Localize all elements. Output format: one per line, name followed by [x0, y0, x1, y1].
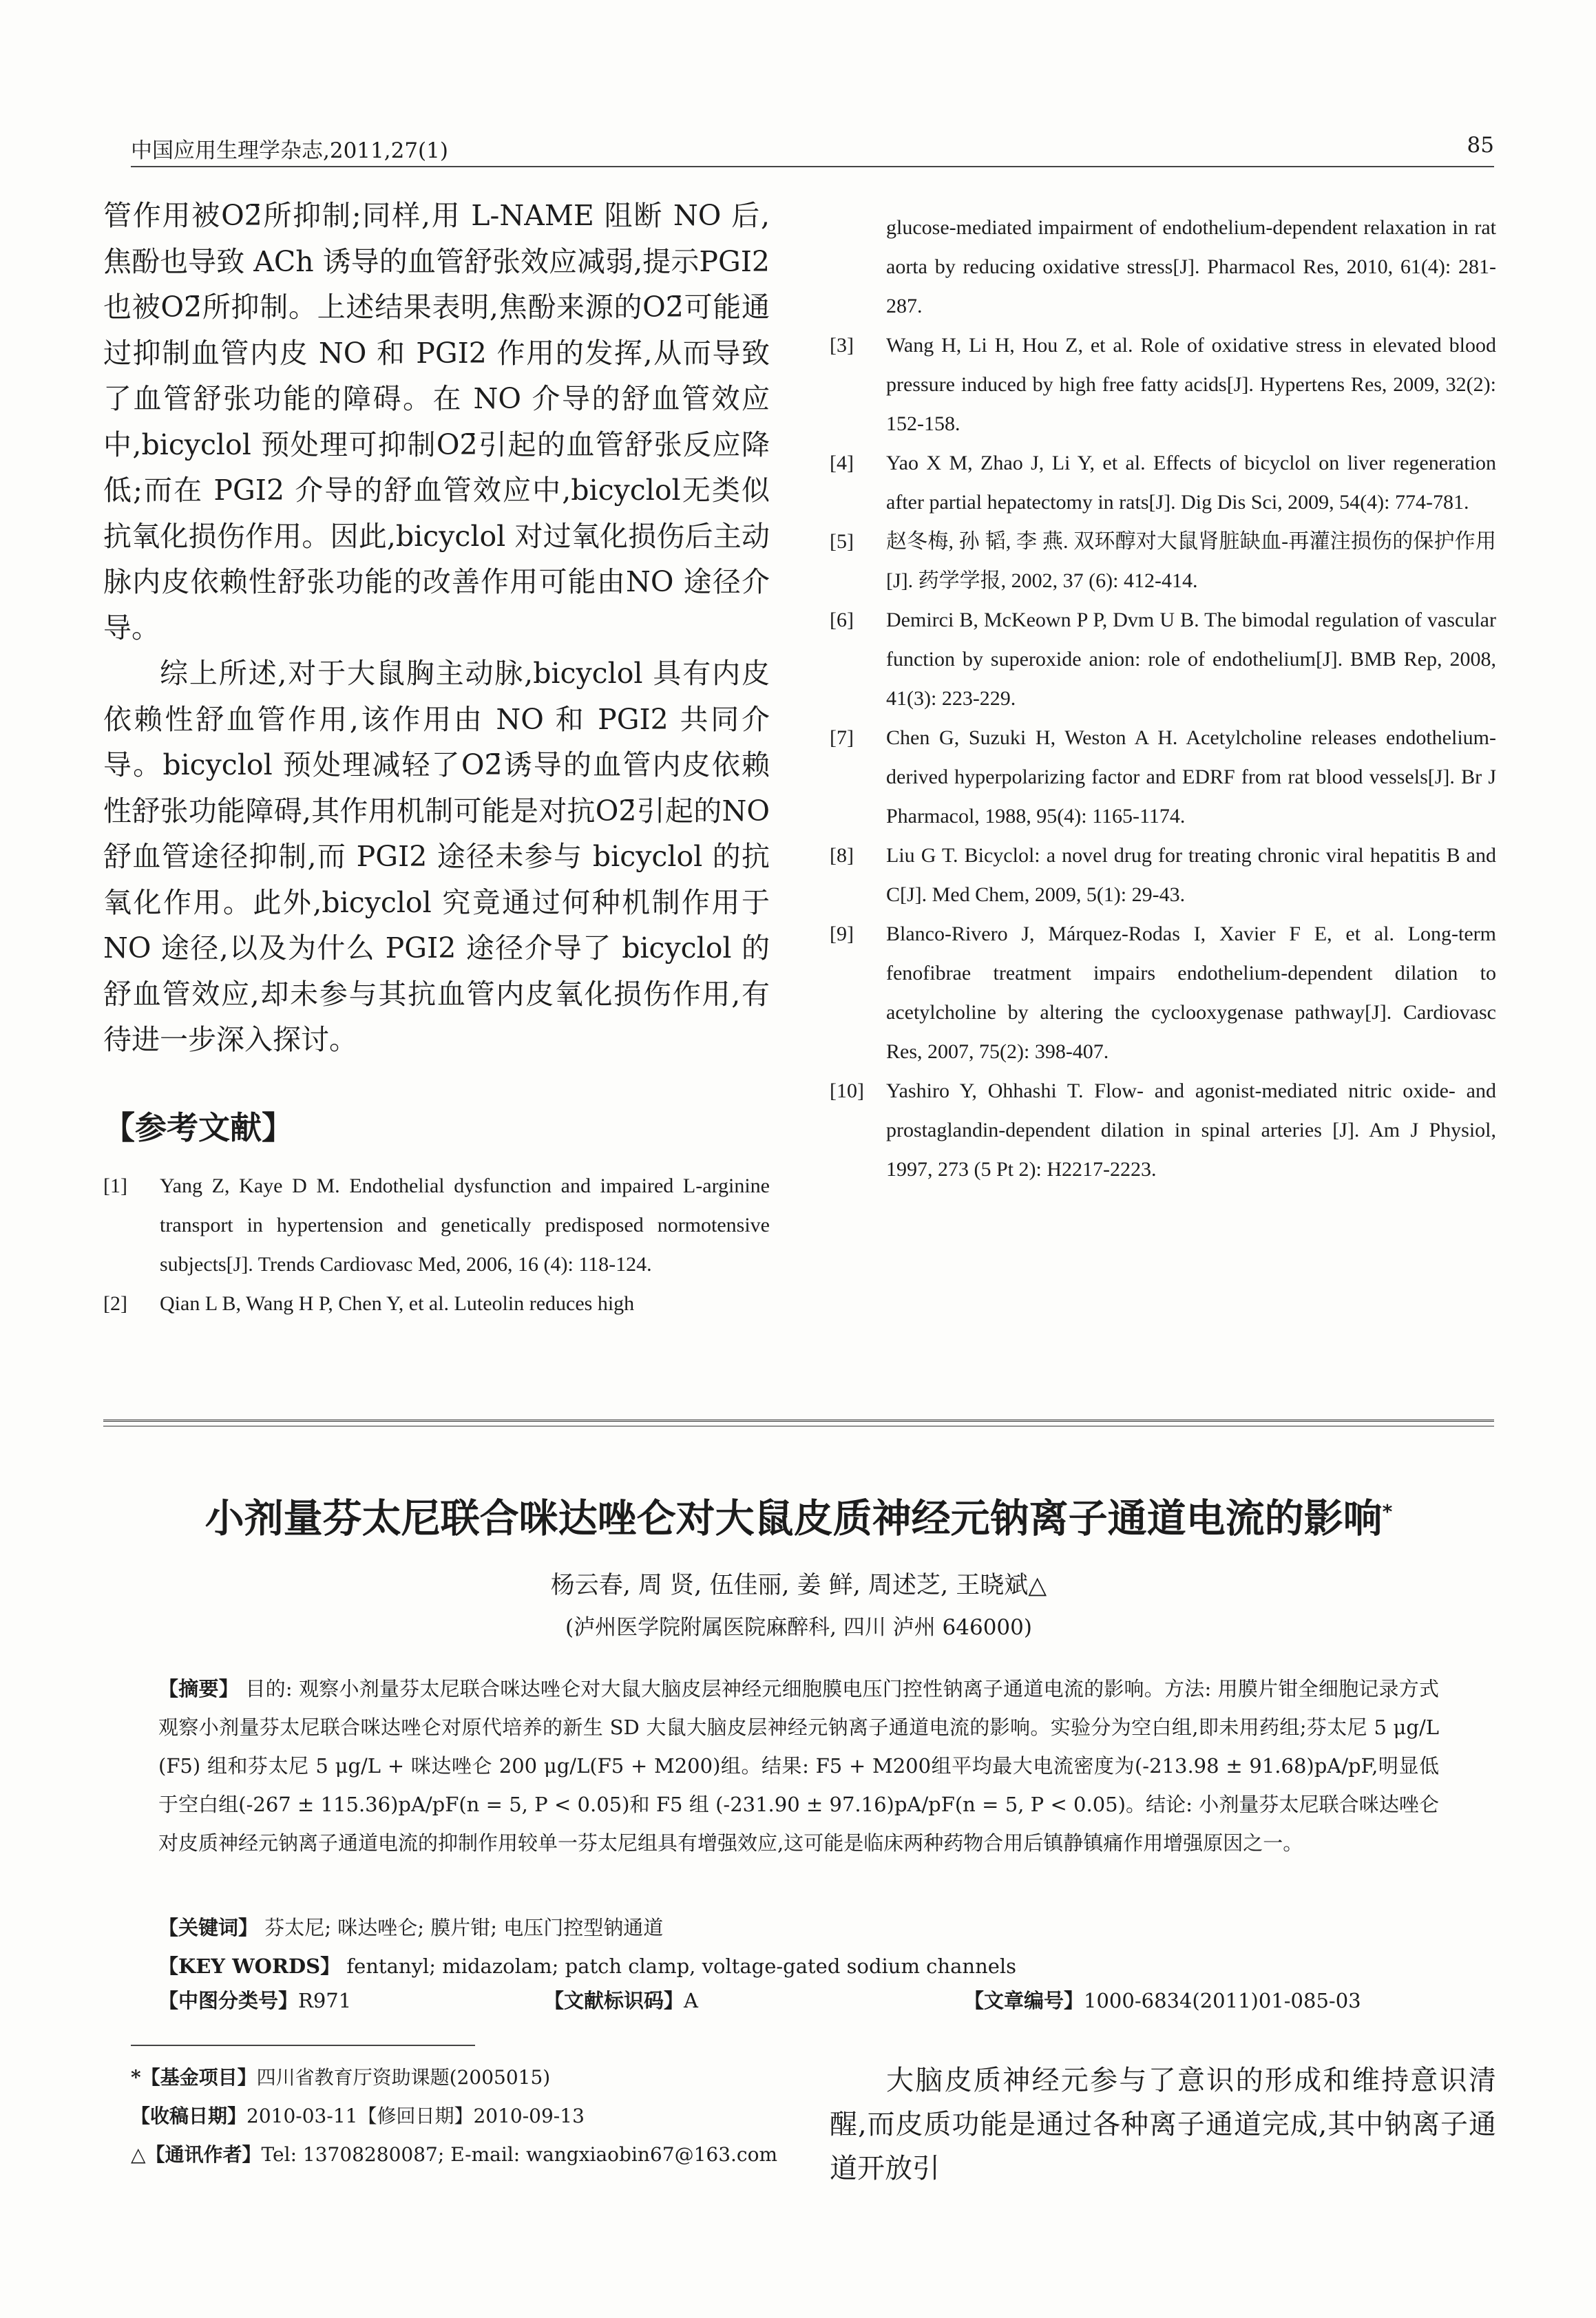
reference-text: Demirci B, McKeown P P, Dvm U B. The bimodal regulation of vascular function by superoxide anion: role of endothelium[J]. BMB Rep, 2008, 41(3): 223-229. — [886, 609, 1496, 710]
en-keywords-line — [158, 1947, 1439, 1985]
footnote-text: 2010-03-11【修回日期】2010-09-13 — [246, 2105, 585, 2127]
article-number-field — [964, 1985, 1361, 2014]
reference-text: Qian L B, Wang H P, Chen Y, et al. Luteolin reduces high — [160, 1292, 635, 1315]
abstract — [158, 1669, 1439, 1862]
reference-item — [830, 718, 1496, 836]
reference-text: Wang H, Li H, Hou Z, et al. Role of oxidative stress in elevated blood pressure induced by high free fatty acids[J]. Hypertens Res, 2009, 32(2): 152-158. — [886, 334, 1496, 435]
reference-text: Blanco-Rivero J, Márquez-Rodas I, Xavier F E, et al. Long-term fenofibrae treatment impairs endothelium-dependent dilation to acetylcholine by altering the cyclooxygenase pathway[J]. Cardiovasc Res, 2007, 75(2): 398-407. — [886, 923, 1496, 1063]
reference-item — [830, 443, 1496, 522]
reference-item — [103, 1166, 770, 1284]
author-list: 杨云春, 周 贤, 伍佳丽, 姜 鲜, 周述芝, 王晓斌△ — [550, 1572, 1047, 1599]
page-number: 85 — [1467, 133, 1494, 158]
body-paragraph: 管作用被O2̄所抑制;同样,用 L-NAME 阻断 NO 后,焦酚也导致 ACh 诱导的血管舒张效应减弱,提示PGI2 也被O2̄所抑制。上述结果表明,焦酚来源的O2̄可能通过抑制血管内皮 NO 和 PGI2 作用的发挥,从而导致了血管舒张功能的障碍。在 NO 介导的舒血管效应中,bicyclol 预处理可抑制O2̄引起的血管舒张反应降低;而在 PGI2 介导的舒血管效应中,bicyclol无类似抗氧化损伤作用。因此,bicyclol 对过氧化损伤后主动脉内皮依赖性舒张功能的改善作用可能由NO 途径介导。 — [103, 199, 770, 644]
right-column — [830, 208, 1496, 1189]
journal-citation: 中国应用生理学杂志,2011,27(1) — [131, 138, 448, 163]
article-title-text: 小剂量芬太尼联合咪达唑仑对大鼠皮质神经元钠离子通道电流的影响 — [204, 1496, 1383, 1541]
en-keywords-text: fentanyl; midazolam; patch clamp, voltage-gated sodium channels — [346, 1955, 1017, 1978]
references-heading: 【参考文献】 — [103, 1108, 293, 1146]
left-column — [103, 193, 770, 1323]
reference-item — [103, 1284, 770, 1323]
reference-text: Chen G, Suzuki H, Weston A H. Acetylcholine releases endothelium-derived hyperpolarizing factor and EDRF from rat blood vessels[J]. Br J Pharmacol, 1988, 95(4): 1165-1174. — [886, 726, 1496, 828]
reference-item — [830, 914, 1496, 1071]
reference-number: [10] — [830, 1079, 864, 1102]
keywords-line — [158, 1908, 1439, 1947]
clc-value: R971 — [298, 1989, 352, 2012]
body-paragraph: 综上所述,对于大鼠胸主动脉,bicyclol 具有内皮依赖性舒血管作用,该作用由 NO 和 PGI2 共同介导。bicyclol 预处理减轻了O2̄诱导的血管内皮依赖性舒张功能障碍,其作用机制可能是对抗O2̄引起的NO 舒血管途径抑制,而 PGI2 途径未参与 bicyclol 的抗氧化作用。此外,bicyclol 究竟通过何种机制作用于 NO 途径,以及为什么 PGI2 途径介导了 bicyclol 的舒血管效应,却未参与其抗血管内皮氧化损伤作用,有待进一步深入探讨。 — [103, 657, 770, 1056]
reference-number: [8] — [830, 844, 854, 867]
footnote-item — [131, 2097, 819, 2136]
reference-number: [3] — [830, 334, 854, 357]
reference-text: Yang Z, Kaye D M. Endothelial dysfunction and impaired L-arginine transport in hypertension and genetically predisposed normotensive subjects[J]. Trends Cardiovasc Med, 2006, 16 (4): 118-124. — [160, 1174, 770, 1276]
reference-number: [9] — [830, 923, 854, 945]
title-footnote-mark: * — [1382, 1500, 1393, 1523]
footnote-label: △【通讯作者】 — [131, 2143, 262, 2166]
affiliation: (泸州医学院附属医院麻醉科, 四川 泸州 646000) — [565, 1615, 1032, 1640]
reference-item — [830, 836, 1496, 914]
reference-number: [2] — [103, 1292, 127, 1315]
reference-number — [830, 208, 886, 326]
reference-number: [6] — [830, 609, 854, 631]
reference-number: [5] — [830, 530, 854, 553]
article-title — [103, 1487, 1494, 1543]
footnote-label: 【收稿日期】 — [131, 2105, 247, 2127]
intro-paragraph: 大脑皮质神经元参与了意识的形成和维持意识清醒,而皮质功能是通过各种离子通道完成,其中钠离子通道开放引 — [830, 2065, 1496, 2184]
doc-code-value: A — [684, 1989, 698, 2012]
reference-text: Liu G T. Bicyclol: a novel drug for treating chronic viral hepatitis B and C[J]. Med Chem, 2009, 5(1): 29-43. — [886, 844, 1496, 906]
doc-code-field — [544, 1985, 698, 2014]
keywords-text: 芬太尼; 咪达唑仑; 膜片钳; 电压门控型钠通道 — [264, 1916, 664, 1939]
keywords-label: 【关键词】 — [158, 1916, 259, 1939]
clc-field — [158, 1985, 351, 2014]
footnote-item — [131, 2058, 819, 2097]
footnote-text: 四川省教育厅资助课题(2005015) — [256, 2066, 551, 2089]
reference-item — [830, 522, 1496, 600]
clc-label: 【中图分类号】 — [158, 1989, 299, 2012]
reference-item — [830, 1071, 1496, 1189]
footnotes — [131, 2058, 819, 2174]
running-header — [131, 133, 1494, 167]
article-separator — [103, 1420, 1494, 1426]
reference-item — [830, 326, 1496, 443]
footnote-item — [131, 2136, 819, 2174]
header-rule — [131, 166, 1494, 167]
reference-text: 赵冬梅, 孙 韬, 李 燕. 双环醇对大鼠肾脏缺血-再灌注损伤的保护作用[J]. 药学学报, 2002, 37 (6): 412-414. — [886, 530, 1496, 592]
footnote-rule — [131, 2045, 475, 2046]
classification-row — [158, 1985, 1439, 2024]
article-number-value: 1000-6834(2011)01-085-03 — [1084, 1989, 1361, 2012]
reference-text: Yashiro Y, Ohhashi T. Flow- and agonist-mediated nitric oxide- and prostaglandin-dependent dilation in spinal arteries [J]. Am J Physiol, 1997, 273 (5 Pt 2): H2217-2223. — [886, 1079, 1496, 1181]
reference-text: Yao X M, Zhao J, Li Y, et al. Effects of bicyclol on liver regeneration after partial hepatectomy in rats[J]. Dig Dis Sci, 2009, 54(4): 774-781. — [886, 452, 1496, 514]
reference-number: [1] — [103, 1174, 127, 1197]
doc-code-label: 【文献标识码】 — [544, 1989, 684, 2012]
footnote-label: *【基金项目】 — [131, 2066, 257, 2089]
footnote-text: Tel: 13708280087; E-mail: wangxiaobin67@163.com — [261, 2143, 777, 2166]
reference-item — [830, 208, 1496, 326]
intro-column — [830, 2058, 1496, 2191]
reference-number: [4] — [830, 452, 854, 474]
abstract-text: 目的: 观察小剂量芬太尼联合咪达唑仑对大鼠大脑皮层神经元细胞膜电压门控性钠离子通道电流的影响。方法: 用膜片钳全细胞记录方式观察小剂量芬太尼联合咪达唑仑对原代培养的新生 SD 大鼠大脑皮层神经元钠离子通道电流的影响。实验分为空白组,即未用药组;芬太尼 5 μg/L (F5) 组和芬太尼 5 μg/L + 咪达唑仑 200 μg/L(F5 + M200)组。结果: F5 + M200组平均最大电流密度为(-213.98 ± 91.68)pA/pF,明显低于空白组(-267 ± 115.36)pA/pF(n = 5, P < 0.05)和 F5 组 (-231.90 ± 97.16)pA/pF(n = 5, P < 0.05)。结论: 小剂量芬太尼联合咪达唑仑对皮质神经元钠离子通道电流的抑制作用较单一芬太尼组具有增强效应,这可能是临床两种药物合用后镇静镇痛作用增强原因之一。 — [158, 1677, 1439, 1855]
reference-text: glucose-mediated impairment of endothelium-dependent relaxation in rat aorta by reducing oxidative stress[J]. Pharmacol Res, 2010, 61(4): 281-287. — [886, 216, 1496, 317]
abstract-label: 【摘要】 — [158, 1677, 239, 1700]
reference-item — [830, 600, 1496, 718]
en-keywords-label: 【KEY WORDS】 — [158, 1955, 341, 1978]
reference-number: [7] — [830, 726, 854, 749]
article-number-label: 【文章编号】 — [964, 1989, 1084, 2012]
